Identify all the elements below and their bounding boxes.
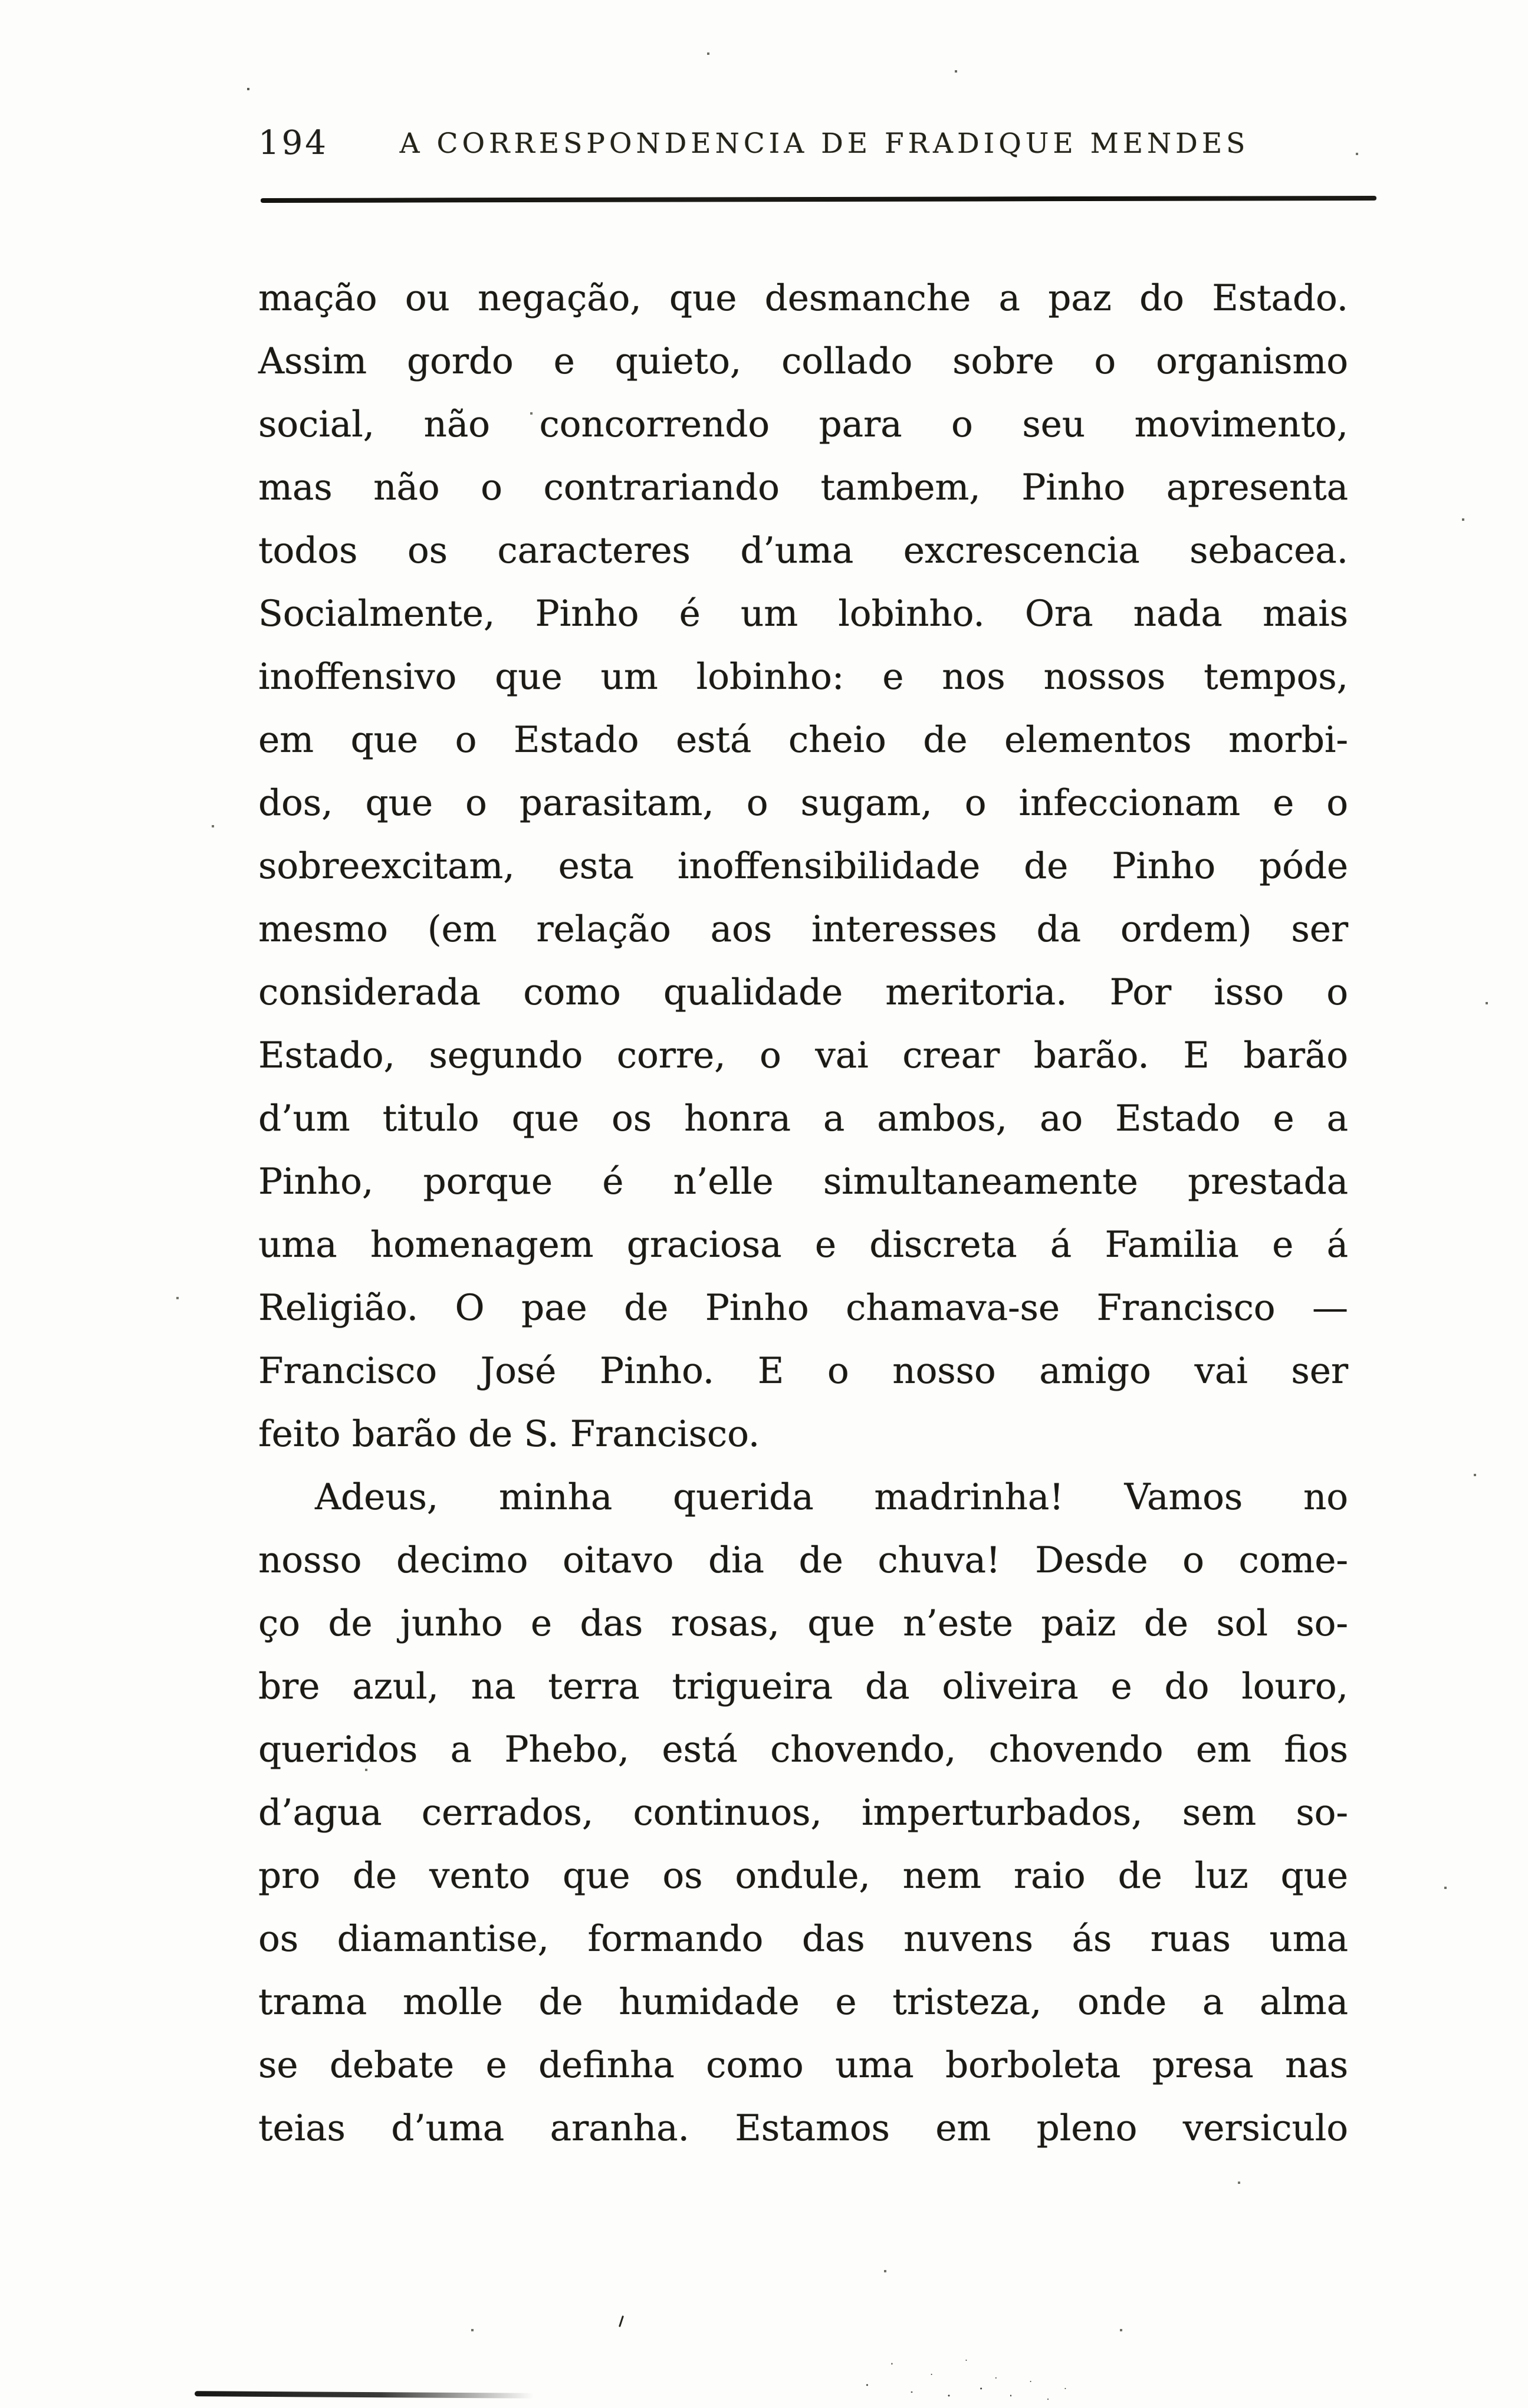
text-line: considerada como qualidade meritoria. Por isso o (258, 971, 1348, 1013)
text-line: mas não o contrariando tambem, Pinho apresenta (258, 467, 1348, 508)
text-line: os diamantise, formando das nuvens ás ruas uma (258, 1918, 1348, 1960)
text-line: Adeus, minha querida madrinha! Vamos no (315, 1476, 1348, 1518)
running-title: A CORRESPONDENCIA DE FRADIQUE MENDES (399, 127, 1250, 160)
text-line: nosso decimo oitavo dia de chuva! Desde o come- (258, 1539, 1348, 1581)
text-line: todos os caracteres d’uma excrescencia sebacea. (258, 530, 1348, 571)
text-line: Francisco José Pinho. E o nosso amigo vai ser (258, 1350, 1348, 1392)
text-line: uma homenagem graciosa e discreta á Familia e á (258, 1224, 1348, 1266)
text-line: se debate e definha como uma borboleta presa nas (258, 2044, 1348, 2086)
text-line: teias d’uma aranha. Estamos em pleno versiculo (258, 2107, 1348, 2149)
body-text-column (258, 267, 1348, 2160)
text-line: Estado, segundo corre, o vai crear barão. E barão (258, 1034, 1348, 1076)
text-line: inoffensivo que um lobinho: e nos nossos tempos, (258, 656, 1348, 698)
scan-mark-slash (619, 2315, 624, 2327)
text-line: Religião. O pae de Pinho chamava-se Francisco — (258, 1287, 1348, 1329)
text-line: Assim gordo e quieto, collado sobre o organismo (258, 340, 1348, 382)
text-line: feito barão de S. Francisco. (258, 1413, 760, 1455)
text-line: d’agua cerrados, continuos, imperturbados, sem so- (258, 1792, 1348, 1834)
text-line: queridos a Phebo, está chovendo, chovendo em fios (258, 1729, 1348, 1770)
scan-smudge-line (195, 2391, 534, 2399)
text-line: social, não concorrendo para o seu movimento, (258, 403, 1348, 445)
text-line: mação ou negação, que desmanche a paz do Estado. (258, 277, 1348, 319)
text-line: bre azul, na terra trigueira da oliveira e do louro, (258, 1665, 1348, 1707)
scan-speckles (0, 0, 1, 1)
text-line: dos, que o parasitam, o sugam, o infeccionam e o (258, 782, 1348, 824)
text-line: Pinho, porque é n’elle simultaneamente prestada (258, 1161, 1348, 1203)
text-line: Socialmente, Pinho é um lobinho. Ora nada mais (258, 593, 1348, 635)
text-line: em que o Estado está cheio de elementos morbi- (258, 719, 1348, 761)
text-line: trama molle de humidade e tristeza, onde a alma (258, 1981, 1348, 2023)
text-line: ço de junho e das rosas, que n’este paiz de sol so- (258, 1602, 1348, 1644)
text-line: pro de vento que os ondule, nem raio de luz que (258, 1855, 1348, 1897)
text-line: mesmo (em relação aos interesses da ordem) ser (258, 908, 1348, 950)
page-number: 194 (258, 124, 328, 162)
scan-noise-blob (837, 2335, 1085, 2406)
text-line: d’um titulo que os honra a ambos, ao Estado e a (258, 1098, 1348, 1139)
text-line: sobreexcitam, esta inoffensibilidade de Pinho póde (258, 845, 1348, 887)
header-rule (261, 196, 1376, 203)
